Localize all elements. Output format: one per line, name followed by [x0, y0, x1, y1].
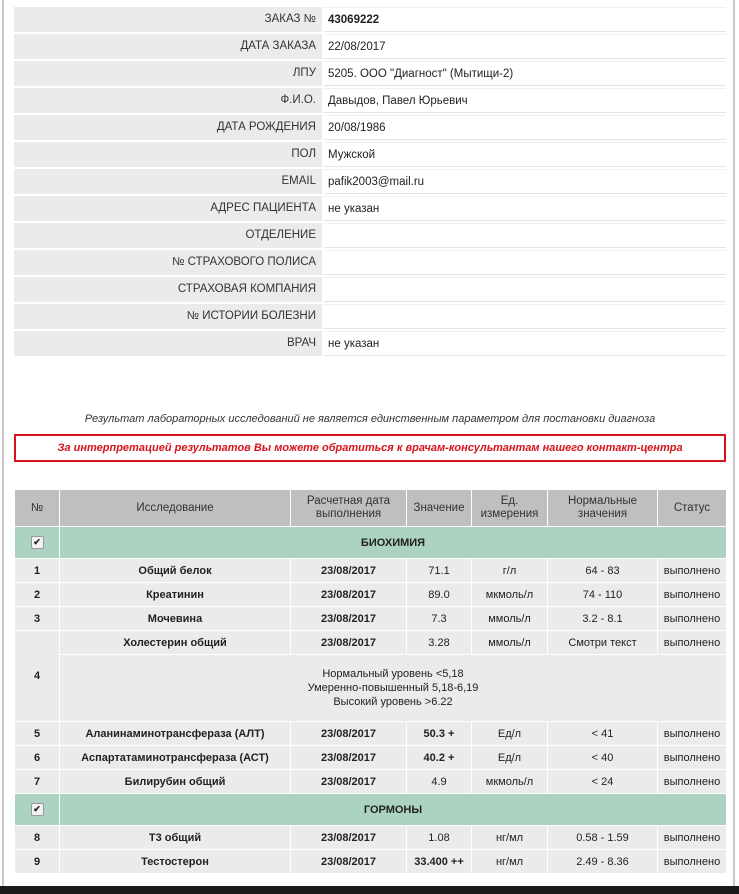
info-label: ДАТА ЗАКАЗА	[14, 34, 322, 59]
header-date: Расчетная дата выполнения	[291, 490, 407, 527]
note-cell	[60, 655, 727, 722]
group-checkbox-cell	[15, 527, 60, 559]
info-row	[14, 277, 726, 302]
test-date: 23/08/2017	[291, 583, 407, 607]
info-label: ВРАЧ	[14, 331, 322, 356]
info-label: ДАТА РОЖДЕНИЯ	[14, 115, 322, 140]
table-row	[15, 607, 727, 631]
test-norm: < 41	[548, 722, 658, 746]
test-status: выполнено	[658, 631, 727, 655]
test-date: 23/08/2017	[291, 826, 407, 850]
table-row	[15, 722, 727, 746]
header-norm: Нормальные значения	[548, 490, 658, 527]
test-status: выполнено	[658, 770, 727, 794]
test-value: 33.400 ++	[407, 850, 472, 874]
row-number: 9	[15, 850, 60, 874]
info-value	[324, 223, 726, 248]
note-row	[15, 655, 727, 722]
header-status: Статус	[658, 490, 727, 527]
test-value: 1.08	[407, 826, 472, 850]
header-test: Исследование	[60, 490, 291, 527]
info-row	[14, 88, 726, 113]
test-date: 23/08/2017	[291, 746, 407, 770]
test-value: 40.2 +	[407, 746, 472, 770]
test-value: 3.28	[407, 631, 472, 655]
test-status: выполнено	[658, 722, 727, 746]
info-value: 20/08/1986	[324, 115, 726, 140]
info-value: не указан	[324, 331, 726, 356]
group-checkbox[interactable]: ✔	[31, 803, 44, 816]
row-number: 5	[15, 722, 60, 746]
table-row	[15, 770, 727, 794]
row-number: 7	[15, 770, 60, 794]
test-date: 23/08/2017	[291, 631, 407, 655]
test-unit: ммоль/л	[472, 607, 548, 631]
note-line: Нормальный уровень <5,18	[322, 668, 464, 680]
disclaimer-text: Результат лабораторных исследований не является единственным параметром для постановки диагноза	[84, 413, 656, 425]
test-unit: Ед/л	[472, 722, 548, 746]
info-row	[14, 196, 726, 221]
info-value	[324, 304, 726, 329]
info-row	[14, 115, 726, 140]
test-name: Аланинаминотрансфераза (АЛТ)	[60, 722, 291, 746]
group-name: БИОХИМИЯ	[60, 527, 727, 559]
row-number: 8	[15, 826, 60, 850]
test-unit: мкмоль/л	[472, 770, 548, 794]
test-status: выполнено	[658, 559, 727, 583]
order-info-table	[14, 7, 726, 358]
test-unit: г/л	[472, 559, 548, 583]
test-name: Мочевина	[60, 607, 291, 631]
info-row	[14, 142, 726, 167]
test-name: Тестостерон	[60, 850, 291, 874]
test-unit: ммоль/л	[472, 631, 548, 655]
row-number: 1	[15, 559, 60, 583]
group-row	[15, 527, 727, 559]
info-row	[14, 34, 726, 59]
info-value: Давыдов, Павел Юрьевич	[324, 88, 726, 113]
bottom-bar	[0, 886, 739, 894]
test-value: 7.3	[407, 607, 472, 631]
test-date: 23/08/2017	[291, 770, 407, 794]
info-label: ЗАКАЗ №	[14, 7, 322, 32]
info-value: 43069222	[324, 7, 726, 32]
info-label: ПОЛ	[14, 142, 322, 167]
test-status: выполнено	[658, 826, 727, 850]
results-header-row	[15, 490, 727, 527]
info-row	[14, 223, 726, 248]
info-row	[14, 250, 726, 275]
test-status: выполнено	[658, 607, 727, 631]
test-date: 23/08/2017	[291, 722, 407, 746]
test-value: 50.3 +	[407, 722, 472, 746]
info-value	[324, 250, 726, 275]
info-label: СТРАХОВАЯ КОМПАНИЯ	[14, 277, 322, 302]
page-frame-left	[2, 0, 4, 886]
test-name: Аспартатаминотрансфераза (АСТ)	[60, 746, 291, 770]
test-value: 89.0	[407, 583, 472, 607]
table-row	[15, 746, 727, 770]
test-norm: 0.58 - 1.59	[548, 826, 658, 850]
group-checkbox[interactable]: ✔	[31, 536, 44, 549]
test-unit: Ед/л	[472, 746, 548, 770]
test-norm: 64 - 83	[548, 559, 658, 583]
info-label: № СТРАХОВОГО ПОЛИСА	[14, 250, 322, 275]
info-label: АДРЕС ПАЦИЕНТА	[14, 196, 322, 221]
test-value: 71.1	[407, 559, 472, 583]
test-norm: 74 - 110	[548, 583, 658, 607]
row-number: 3	[15, 607, 60, 631]
test-norm: 3.2 - 8.1	[548, 607, 658, 631]
test-date: 23/08/2017	[291, 559, 407, 583]
info-row	[14, 61, 726, 86]
table-row	[15, 850, 727, 874]
test-status: выполнено	[658, 746, 727, 770]
info-value: Мужской	[324, 142, 726, 167]
info-label: ЛПУ	[14, 61, 322, 86]
test-norm: 2.49 - 8.36	[548, 850, 658, 874]
test-value: 4.9	[407, 770, 472, 794]
note-line: Высокий уровень >6.22	[333, 696, 453, 708]
table-row	[15, 826, 727, 850]
test-unit: нг/мл	[472, 826, 548, 850]
info-value: 5205. ООО "Диагност" (Мытищи-2)	[324, 61, 726, 86]
info-value: не указан	[324, 196, 726, 221]
info-row	[14, 331, 726, 356]
info-label: Ф.И.О.	[14, 88, 322, 113]
test-status: выполнено	[658, 583, 727, 607]
test-norm: Смотри текст	[548, 631, 658, 655]
test-name: Общий белок	[60, 559, 291, 583]
test-name: Т3 общий	[60, 826, 291, 850]
row-number: 2	[15, 583, 60, 607]
header-number: №	[15, 490, 60, 527]
header-unit: Ед. измерения	[472, 490, 548, 527]
page-frame-right	[733, 0, 735, 886]
row-number: 4	[15, 631, 60, 722]
group-row	[15, 794, 727, 826]
header-value: Значение	[407, 490, 472, 527]
info-label: EMAIL	[14, 169, 322, 194]
table-row	[15, 631, 727, 655]
info-value: pafik2003@mail.ru	[324, 169, 726, 194]
group-checkbox-cell	[15, 794, 60, 826]
test-date: 23/08/2017	[291, 850, 407, 874]
info-row	[14, 7, 726, 32]
consultation-warning: За интерпретацией результатов Вы можете обратиться к врачам-консультантам нашего контакт-центра	[14, 434, 726, 462]
row-number: 6	[15, 746, 60, 770]
info-value: 22/08/2017	[324, 34, 726, 59]
group-name: ГОРМОНЫ	[60, 794, 727, 826]
test-unit: нг/мл	[472, 850, 548, 874]
table-row	[15, 583, 727, 607]
test-norm: < 40	[548, 746, 658, 770]
info-value	[324, 277, 726, 302]
test-name: Холестерин общий	[60, 631, 291, 655]
table-row	[15, 559, 727, 583]
test-name: Билирубин общий	[60, 770, 291, 794]
test-unit: мкмоль/л	[472, 583, 548, 607]
test-norm: < 24	[548, 770, 658, 794]
results-table	[14, 489, 727, 874]
test-date: 23/08/2017	[291, 607, 407, 631]
info-row	[14, 304, 726, 329]
info-label: № ИСТОРИИ БОЛЕЗНИ	[14, 304, 322, 329]
info-label: ОТДЕЛЕНИЕ	[14, 223, 322, 248]
test-name: Креатинин	[60, 583, 291, 607]
note-line: Умеренно-повышенный 5,18-6,19	[307, 682, 479, 694]
info-row	[14, 169, 726, 194]
test-status: выполнено	[658, 850, 727, 874]
